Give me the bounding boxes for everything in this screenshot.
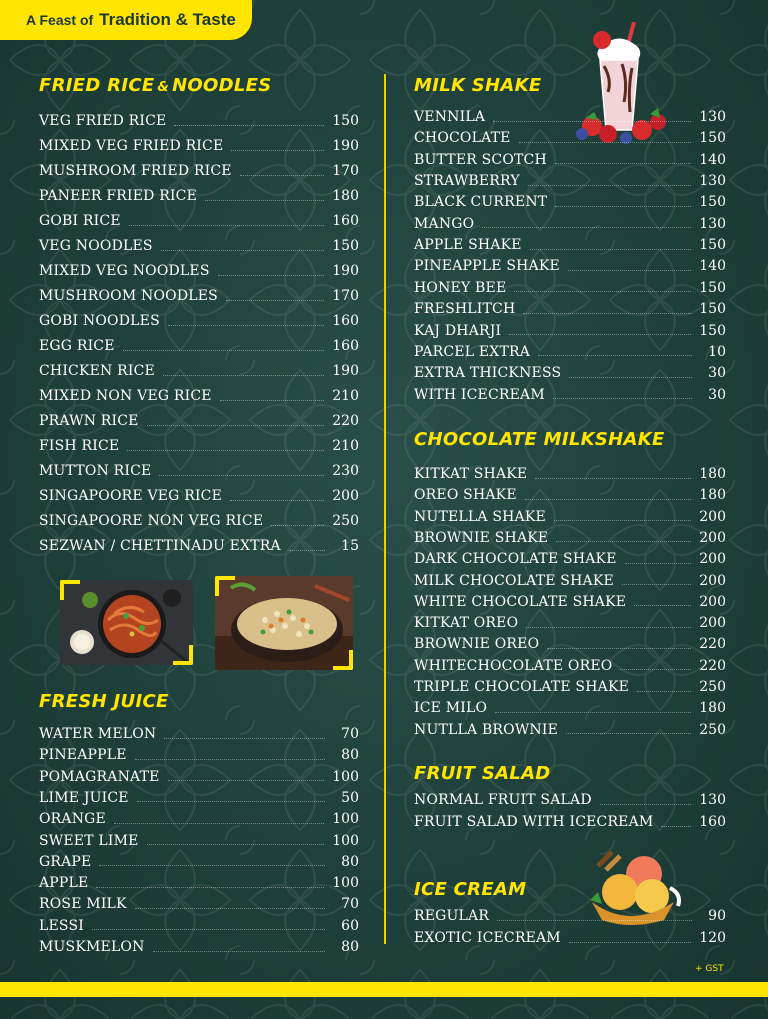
dot-leader	[525, 499, 692, 500]
menu-item	[39, 111, 359, 131]
dot-leader	[519, 142, 692, 143]
menu-item	[39, 411, 359, 431]
menu-item-name: VENNILA	[414, 109, 486, 125]
menu-item-name: KITKAT SHAKE	[414, 466, 528, 482]
menu-item	[39, 852, 359, 872]
menu-item-name: FRUIT SALAD WITH ICECREAM	[414, 814, 654, 830]
menu-item	[39, 788, 359, 808]
menu-item-price: 150	[699, 130, 726, 147]
menu-item-price: 70	[341, 896, 359, 913]
dot-leader	[137, 801, 325, 802]
menu-item-price: 150	[699, 279, 726, 296]
menu-item	[39, 386, 359, 406]
menu-item	[414, 278, 726, 298]
menu-item-name: FISH RICE	[39, 438, 120, 454]
dot-leader	[555, 163, 691, 164]
menu-item-price: 70	[341, 726, 359, 742]
menu-item-price: 190	[332, 263, 359, 279]
menu-item-name: ICE MILO	[414, 700, 488, 717]
menu-item	[39, 724, 359, 744]
menu-item-price: 180	[699, 487, 726, 504]
dot-leader	[556, 541, 691, 542]
dot-leader	[568, 270, 691, 271]
menu-item	[39, 461, 359, 481]
menu-item-name: WHITE CHOCOLATE SHAKE	[414, 593, 627, 610]
column-divider	[384, 74, 386, 944]
menu-item-price: 30	[708, 386, 726, 403]
menu-item	[39, 286, 359, 306]
menu-item	[414, 906, 726, 926]
menu-item	[414, 464, 726, 484]
menu-item-price: 100	[332, 811, 359, 828]
dot-leader	[493, 121, 691, 122]
menu-item	[414, 549, 726, 569]
dot-leader	[147, 844, 325, 845]
menu-item-name: SINGAPOORE NON VEG RICE	[39, 513, 264, 529]
menu-item	[414, 485, 726, 505]
menu-item-name: BLACK CURRENT	[414, 194, 548, 211]
menu-item	[39, 211, 359, 231]
dot-leader	[482, 227, 691, 228]
section-title-chocolate-milkshake: CHOCOLATE MILKSHAKE	[414, 429, 665, 450]
menu-item	[39, 745, 359, 765]
dot-leader	[566, 733, 691, 734]
menu-item-price: 180	[699, 700, 726, 717]
menu-item-price: 200	[332, 488, 359, 504]
menu-item-price: 90	[708, 908, 726, 924]
menu-item-price: 100	[332, 875, 359, 892]
menu-item-name: ORANGE	[39, 811, 106, 828]
menu-item-price: 80	[341, 853, 359, 870]
menu-item-price: 190	[332, 363, 359, 379]
menu-item-price: 230	[332, 463, 359, 479]
menu-item	[414, 235, 726, 255]
dot-leader	[553, 398, 692, 399]
dot-leader	[634, 605, 691, 606]
menu-item	[39, 236, 359, 256]
dot-leader	[218, 275, 325, 276]
menu-item-price: 140	[699, 151, 726, 168]
dot-leader	[620, 669, 691, 670]
menu-item	[39, 361, 359, 381]
section-title-milk-shake: MILK SHAKE	[414, 75, 542, 96]
menu-item	[39, 336, 359, 356]
menu-item-price: 210	[332, 438, 359, 454]
menu-item-name: FRESHLITCH	[414, 301, 516, 318]
menu-item-name: SINGAPOORE VEG RICE	[39, 488, 223, 504]
menu-item-price: 100	[332, 768, 359, 785]
dot-leader	[96, 887, 324, 888]
menu-item-price: 150	[699, 301, 726, 318]
menu-item-name: PINEAPPLE SHAKE	[414, 258, 560, 275]
menu-item	[39, 831, 359, 851]
menu-item-price: 200	[699, 508, 726, 525]
dot-leader	[230, 500, 324, 501]
dot-leader	[127, 450, 324, 451]
menu-item	[39, 511, 359, 531]
menu-item-price: 10	[708, 343, 726, 360]
menu-item	[39, 767, 359, 787]
menu-item	[414, 107, 726, 127]
menu-item	[39, 809, 359, 829]
menu-item	[414, 299, 726, 319]
menu-item-price: 160	[699, 814, 726, 830]
dot-leader	[174, 125, 324, 126]
menu-item-name: MUSHROOM NOODLES	[39, 288, 218, 304]
menu-item	[414, 928, 726, 948]
menu-item	[39, 894, 359, 914]
section-title-fried-rice	[39, 75, 272, 96]
menu-item-name: APPLE	[39, 875, 89, 892]
menu-item-price: 160	[332, 213, 359, 229]
menu-item-name: NUTLLA BROWNIE	[414, 721, 559, 738]
menu-item	[39, 436, 359, 456]
menu-item-name: VEG NOODLES	[39, 238, 153, 254]
dot-leader	[530, 249, 692, 250]
section-title-fruit-salad: FRUIT SALAD	[414, 763, 551, 784]
menu-item	[414, 613, 726, 633]
menu-item	[414, 150, 726, 170]
menu-item	[414, 812, 726, 832]
menu-item-name: LIME JUICE	[39, 789, 129, 806]
menu-item-price: 250	[699, 721, 726, 738]
fried-rice-photo	[215, 576, 353, 670]
dot-leader	[114, 823, 324, 824]
menu-item-name: WITH ICECREAM	[414, 386, 545, 403]
dot-leader	[220, 400, 325, 401]
menu-item	[414, 256, 726, 276]
menu-item	[39, 186, 359, 206]
menu-item-name: PARCEL EXTRA	[414, 343, 531, 360]
menu-item	[414, 507, 726, 527]
menu-item-name: MIXED VEG FRIED RICE	[39, 138, 224, 154]
menu-item-name: MUSHROOM FRIED RICE	[39, 163, 232, 179]
menu-item	[414, 790, 726, 810]
menu-item-price: 220	[699, 636, 726, 653]
menu-item-name: NUTELLA SHAKE	[414, 508, 546, 525]
menu-item-name: KITKAT OREO	[414, 615, 519, 632]
title-amp: &	[157, 80, 170, 95]
dot-leader	[168, 780, 325, 781]
menu-item	[414, 720, 726, 740]
dot-leader	[554, 520, 691, 521]
menu-item-price: 150	[332, 238, 359, 254]
menu-item-price: 160	[332, 338, 359, 354]
menu-item	[414, 698, 726, 718]
menu-item-name: MANGO	[414, 215, 475, 232]
menu-item-name: OREO SHAKE	[414, 487, 517, 504]
gst-note: + GST	[695, 964, 724, 974]
menu-item-price: 200	[699, 615, 726, 632]
menu-item-price: 130	[699, 792, 726, 808]
menu-item-name: REGULAR	[414, 908, 490, 924]
tagline-small: A Feast of	[26, 12, 94, 28]
menu-item-name: CHICKEN RICE	[39, 363, 155, 379]
menu-item-price: 130	[699, 215, 726, 232]
menu-item	[39, 937, 359, 957]
dot-leader	[528, 185, 691, 186]
dot-leader	[535, 478, 691, 479]
dot-leader	[129, 225, 325, 226]
menu-item-price: 130	[699, 109, 726, 125]
dot-leader	[205, 200, 324, 201]
dot-leader	[135, 908, 325, 909]
menu-item-name: BROWNIE SHAKE	[414, 529, 549, 546]
dot-leader	[289, 550, 325, 551]
menu-item-price: 250	[332, 513, 359, 529]
menu-item-name: TRIPLE CHOCOLATE SHAKE	[414, 679, 630, 695]
dot-leader	[625, 563, 692, 564]
menu-item	[414, 128, 726, 148]
menu-item-name: GOBI NOODLES	[39, 313, 160, 329]
menu-item	[414, 592, 726, 612]
menu-item-price: 130	[699, 173, 726, 190]
menu-item	[39, 136, 359, 156]
menu-item-name: BROWNIE OREO	[414, 636, 540, 653]
menu-item-price: 250	[699, 679, 726, 695]
menu-item-name: NORMAL FRUIT SALAD	[414, 792, 592, 808]
menu-item	[414, 528, 726, 548]
menu-item-name: MIXED VEG NOODLES	[39, 263, 210, 279]
dot-leader	[569, 377, 692, 378]
dot-leader	[135, 759, 325, 760]
menu-item	[414, 214, 726, 234]
menu-item	[39, 311, 359, 331]
title-part-1: FRIED RICE	[39, 75, 155, 96]
menu-item-name: KAJ DHARJI	[414, 322, 502, 339]
menu-item-name: PRAWN RICE	[39, 413, 139, 429]
menu-item-price: 190	[332, 138, 359, 154]
dot-leader	[514, 291, 691, 292]
menu-item	[414, 677, 726, 697]
menu-item-price: 220	[332, 413, 359, 429]
dot-leader	[497, 920, 692, 921]
menu-item-price: 15	[341, 538, 359, 554]
noodles-photo	[60, 580, 193, 665]
dot-leader	[161, 250, 325, 251]
menu-item	[39, 161, 359, 181]
menu-item-name: HONEY BEE	[414, 279, 507, 296]
dot-leader	[231, 150, 324, 151]
menu-item-name: WATER MELON	[39, 726, 157, 742]
menu-item-name: GRAPE	[39, 853, 92, 870]
menu-item-name: MUSKMELON	[39, 939, 145, 955]
menu-item-name: EXOTIC ICECREAM	[414, 930, 561, 946]
menu-item-name: GOBI RICE	[39, 213, 121, 229]
dot-leader	[569, 942, 691, 943]
menu-item-price: 180	[699, 466, 726, 482]
menu-item-name: EXTRA THICKNESS	[414, 365, 562, 382]
dot-leader	[600, 804, 691, 805]
menu-item-name: SEZWAN / CHETTINADU EXTRA	[39, 538, 281, 554]
dot-leader	[164, 738, 325, 739]
dot-leader	[271, 525, 324, 526]
menu-item-price: 150	[699, 194, 726, 211]
menu-item-price: 80	[341, 747, 359, 764]
dot-leader	[495, 712, 691, 713]
dot-leader	[123, 350, 325, 351]
menu-item-name: POMAGRANATE	[39, 768, 160, 785]
dot-leader	[538, 355, 692, 356]
dot-leader	[622, 584, 691, 585]
menu-item-price: 150	[332, 113, 359, 129]
menu-item	[414, 571, 726, 591]
menu-item-price: 160	[332, 313, 359, 329]
menu-item	[39, 536, 359, 556]
menu-item	[39, 916, 359, 936]
section-title-fresh-juice: FRESH JUICE	[39, 691, 169, 712]
menu-item-price: 180	[332, 188, 359, 204]
menu-item	[414, 342, 726, 362]
section-title-ice-cream: ICE CREAM	[414, 879, 527, 900]
menu-item	[39, 261, 359, 281]
menu-item-name: APPLE SHAKE	[414, 237, 522, 254]
menu-item-price: 200	[699, 551, 726, 568]
menu-item-name: WHITECHOCOLATE OREO	[414, 657, 613, 674]
menu-item	[39, 873, 359, 893]
menu-item-price: 170	[332, 163, 359, 179]
menu-item	[414, 192, 726, 212]
menu-item-price: 30	[708, 365, 726, 382]
menu-item	[414, 171, 726, 191]
menu-item-name: PINEAPPLE	[39, 747, 127, 764]
menu-item	[39, 486, 359, 506]
menu-item	[414, 385, 726, 405]
menu-item	[414, 656, 726, 676]
menu-item-price: 140	[699, 258, 726, 275]
dot-leader	[555, 206, 691, 207]
title-part-2: NOODLES	[172, 75, 272, 96]
dot-leader	[226, 300, 324, 301]
menu-item-price: 120	[699, 930, 726, 946]
dot-leader	[240, 175, 325, 176]
tagline-banner	[0, 0, 252, 40]
dot-leader	[523, 313, 691, 314]
dot-leader	[661, 826, 691, 827]
dot-leader	[92, 929, 325, 930]
menu-item	[414, 634, 726, 654]
menu-item-price: 60	[341, 917, 359, 934]
menu-item-name: BUTTER SCOTCH	[414, 151, 547, 168]
menu-item-name: ROSE MILK	[39, 896, 127, 913]
menu-item-price: 100	[332, 832, 359, 849]
menu-item-price: 220	[699, 657, 726, 674]
menu-item	[414, 363, 726, 383]
menu-item-price: 170	[332, 288, 359, 304]
dot-leader	[159, 475, 324, 476]
menu-item-name: STRAWBERRY	[414, 173, 520, 190]
menu-item-name: MUTTON RICE	[39, 463, 152, 479]
menu-item-price: 150	[699, 237, 726, 254]
menu-item	[414, 321, 726, 341]
dot-leader	[99, 865, 325, 866]
menu-item-name: PANEER FRIED RICE	[39, 188, 198, 204]
dot-leader	[509, 334, 691, 335]
tagline-big: Tradition & Taste	[99, 10, 236, 29]
dot-leader	[547, 648, 691, 649]
menu-item-name: CHOCOLATE	[414, 130, 511, 147]
dot-leader	[526, 627, 691, 628]
menu-item-price: 200	[699, 529, 726, 546]
dot-leader	[147, 425, 325, 426]
dot-leader	[163, 375, 324, 376]
menu-item-name: LESSI	[39, 917, 84, 934]
menu-item-name: EGG RICE	[39, 338, 115, 354]
bottom-bar	[0, 982, 768, 997]
dot-leader	[153, 951, 325, 952]
menu-item-name: VEG FRIED RICE	[39, 113, 167, 129]
menu-item-price: 200	[699, 572, 726, 589]
menu-item-price: 200	[699, 593, 726, 610]
menu-item-price: 80	[341, 939, 359, 955]
menu-item-name: MILK CHOCOLATE SHAKE	[414, 572, 614, 589]
menu-item-price: 50	[341, 789, 359, 806]
dot-leader	[168, 325, 324, 326]
dot-leader	[637, 691, 691, 692]
menu-item-name: DARK CHOCOLATE SHAKE	[414, 551, 617, 568]
menu-item-price: 150	[699, 322, 726, 339]
menu-item-price: 210	[332, 388, 359, 404]
menu-item-name: SWEET LIME	[39, 832, 139, 849]
menu-item-name: MIXED NON VEG RICE	[39, 388, 212, 404]
